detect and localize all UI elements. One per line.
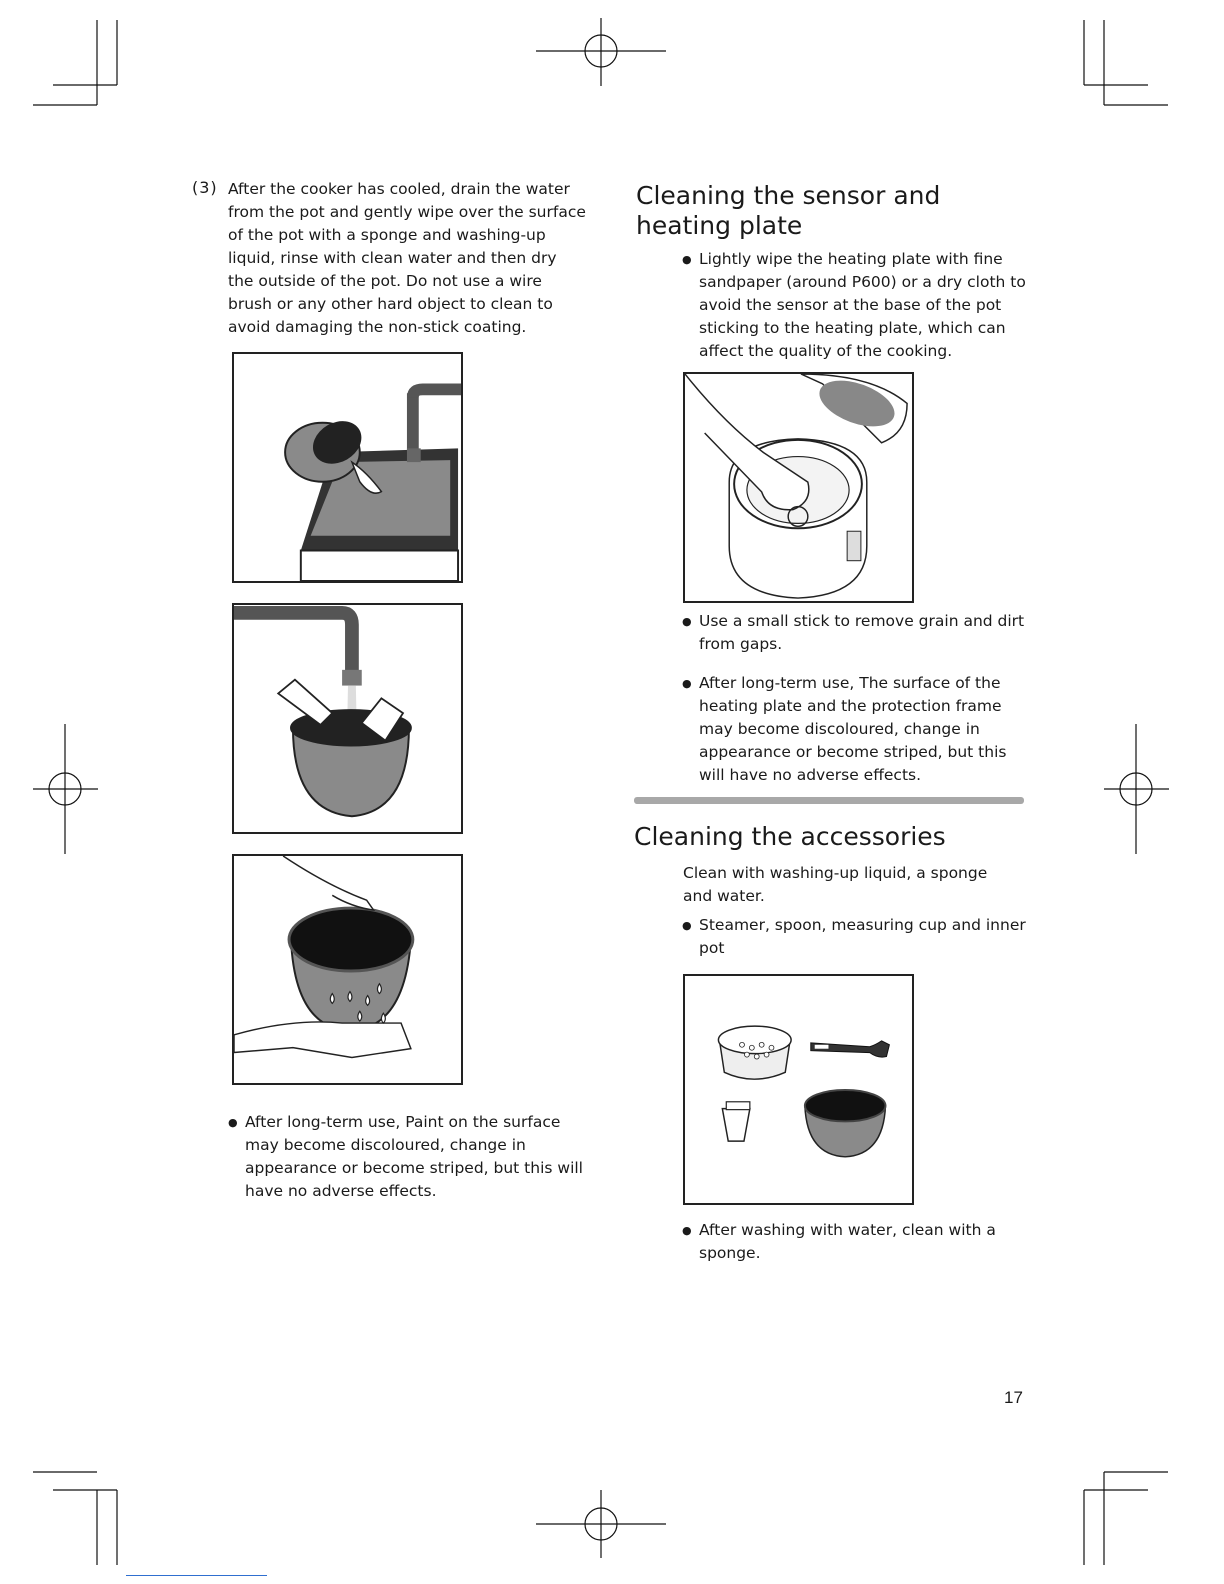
accessories-intro: Clean with washing-up liquid, a sponge and water.: [683, 864, 988, 905]
section-divider: [634, 797, 1024, 804]
page-number: 17: [1004, 1388, 1023, 1407]
step-3-text: After the cooker has cooled, drain the water from the pot and gently wipe over the surface of the pot with a sponge and washing-up liquid, rinse with clean water and then dry the outside of the pot. Do not use a wire brush or any other hard object to clean to avoid damaging the non-stick coating.: [228, 180, 586, 336]
sensor-bullet-2: ● Use a small stick to remove grain and dirt from gaps.: [682, 610, 1039, 656]
accessories-bullet-2: ● After washing with water, clean with a sponge.: [682, 1219, 1029, 1265]
accessories-section-title: Cleaning the accessories: [634, 822, 946, 851]
sensor-bullet-3: ● After long-term use, The surface of the heating plate and the protection frame may become discoloured, change in appearance or become striped, but this will have no adverse effects.: [682, 672, 1029, 787]
figure-drying-pot: [232, 854, 463, 1085]
figure-draining-pot: [232, 352, 463, 583]
sensor-section-title: Cleaning the sensor and heating plate: [636, 181, 941, 240]
accessories-bullet-1: ● Steamer, spoon, measuring cup and inner pot: [682, 914, 1029, 960]
left-note-bullet: ● After long-term use, Paint on the surface may become discoloured, change in appearance or become striped, but this will have no adverse effects.: [228, 1111, 585, 1203]
figure-accessories: [683, 974, 914, 1205]
step-number: (3): [192, 178, 218, 197]
sensor-bullet-1: ● Lightly wipe the heating plate with fine sandpaper (around P600) or a dry cloth to avoid the sensor at the base of the pot sticking to the heating plate, which can affect the quality of the cooking.: [682, 248, 1029, 363]
bottom-rule: [126, 1575, 267, 1576]
figure-wiping-heating-plate: [683, 372, 914, 603]
figure-rinsing-pot: [232, 603, 463, 834]
